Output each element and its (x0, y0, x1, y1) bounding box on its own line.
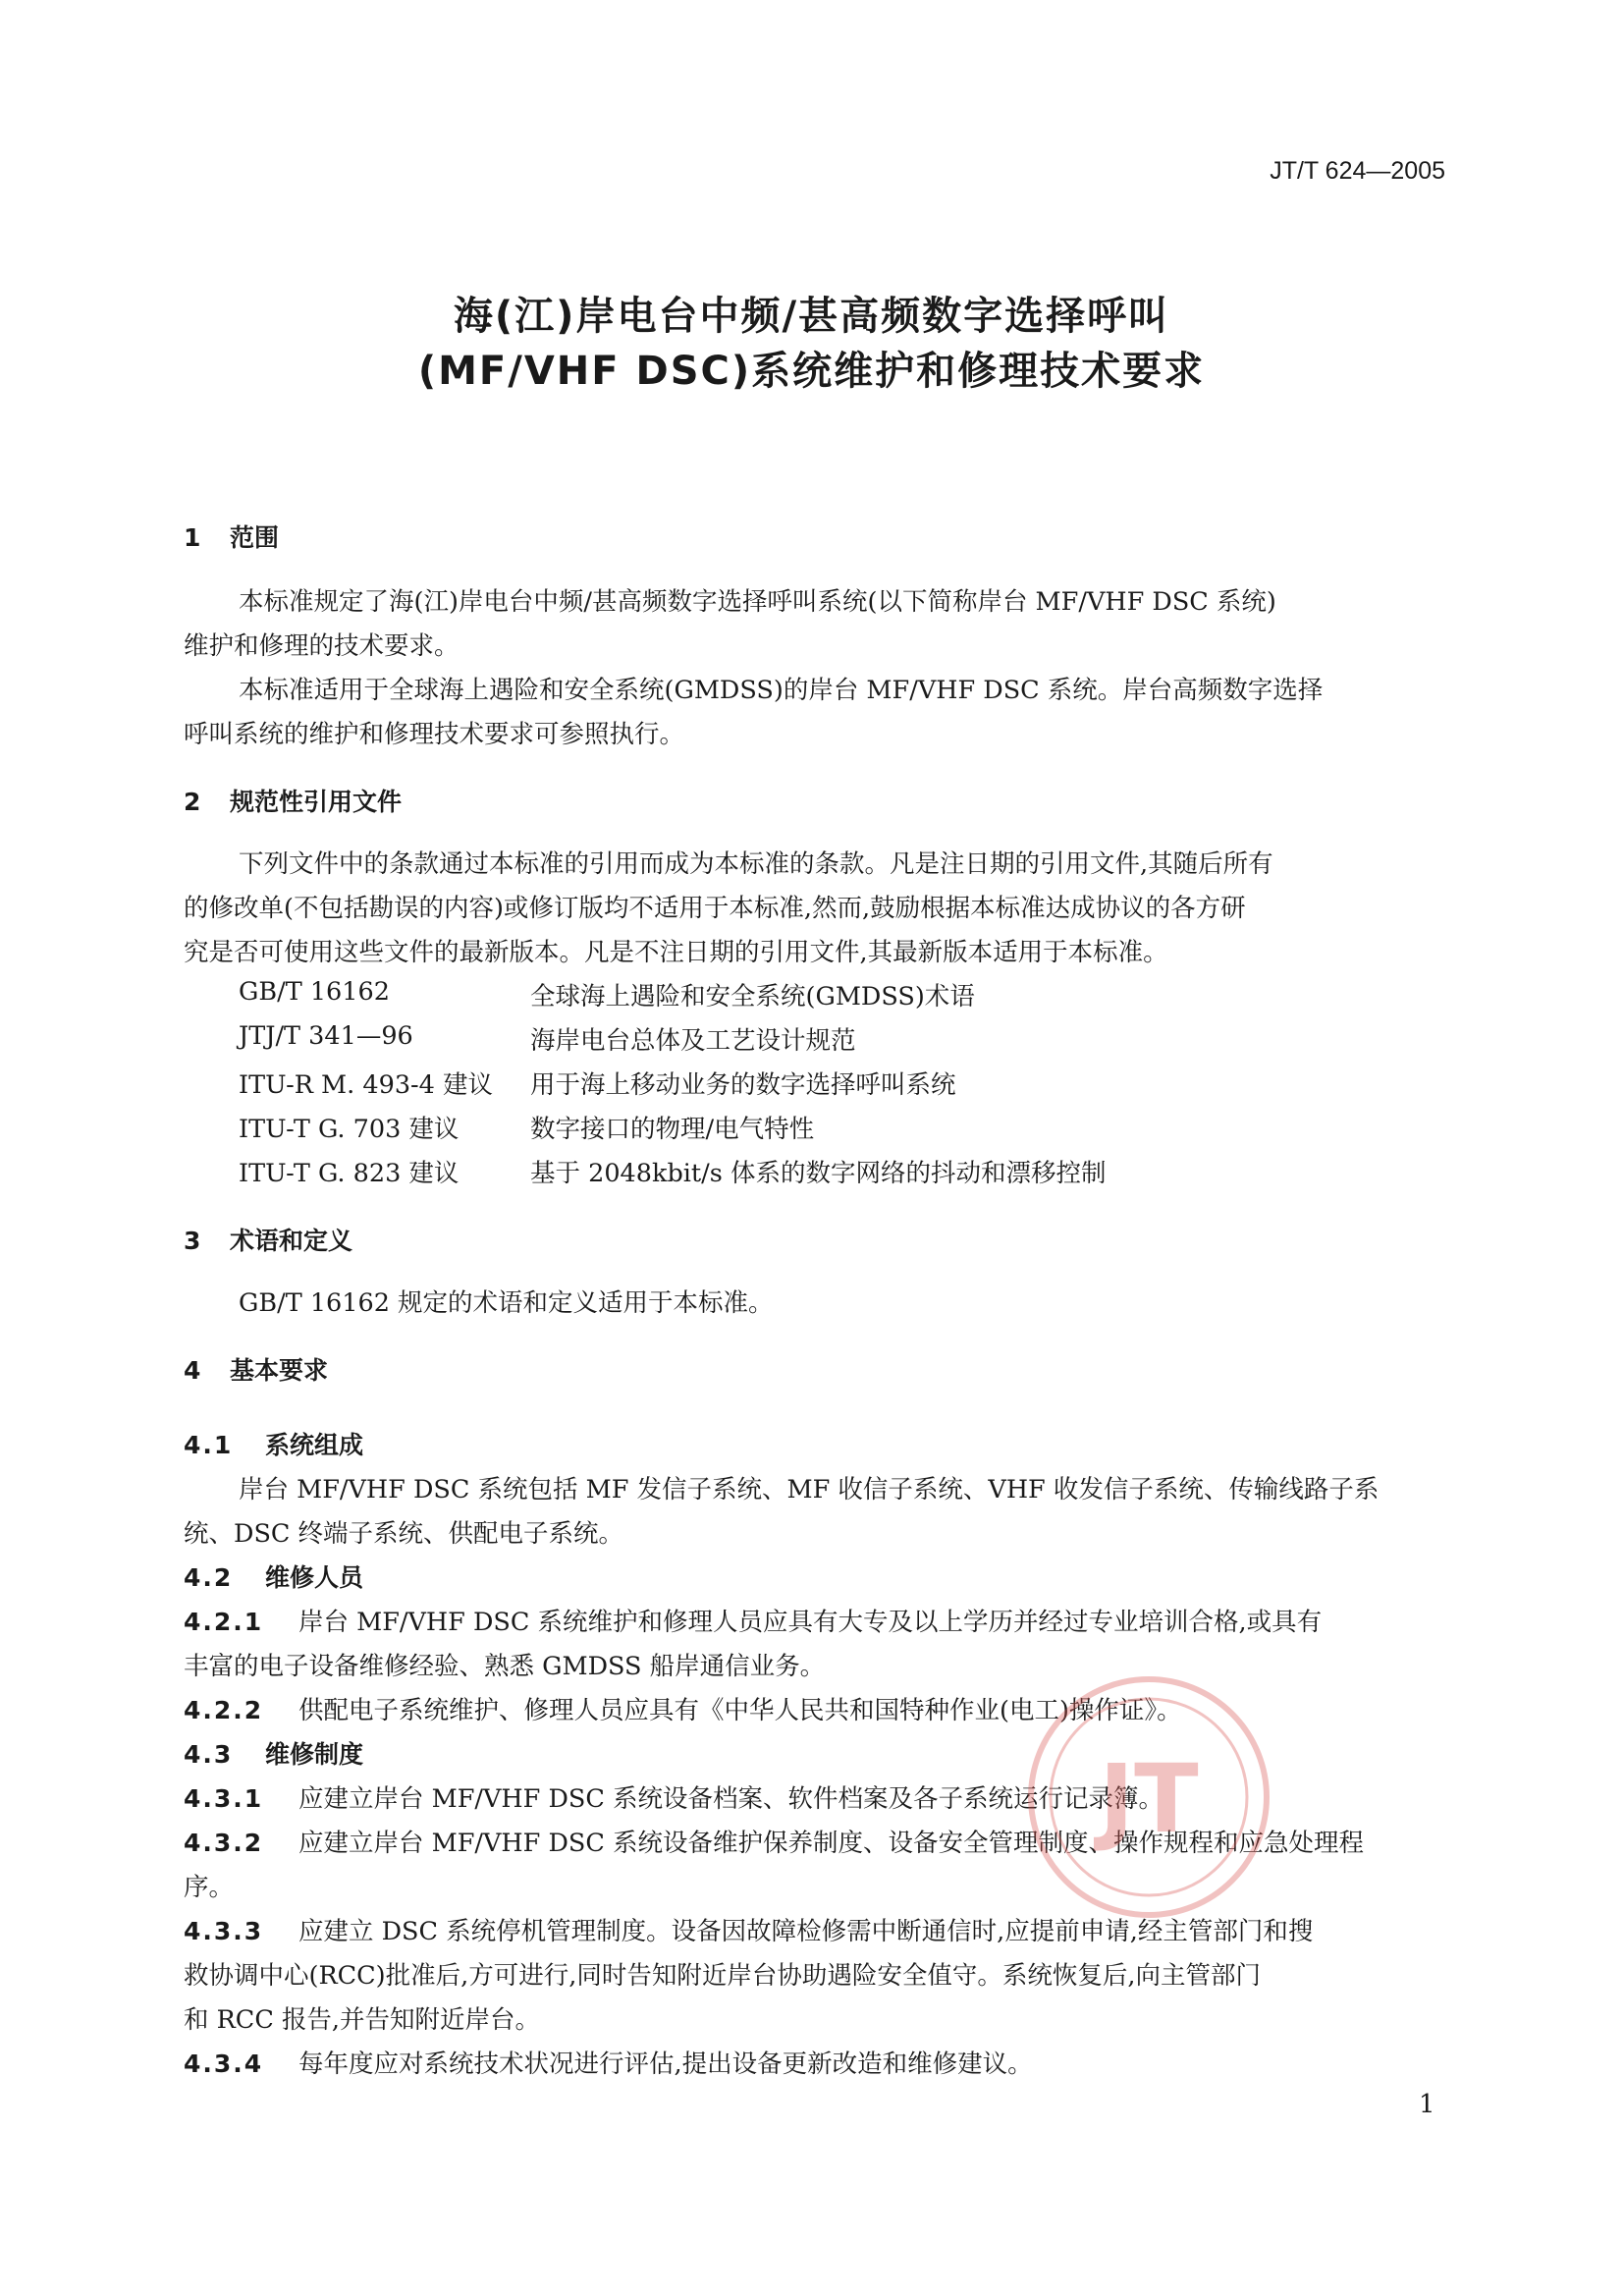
subsection-4-1-heading (184, 1426, 363, 1461)
reference-code: ITU-R M. 493-4 建议 (239, 1070, 493, 1100)
paragraph-line: GB/T 16162 规定的术语和定义适用于本标准。 (239, 1288, 774, 1318)
paragraph-line: 救协调中心(RCC)批准后,方可进行,同时告知附近岸台协助遇险安全值守。系统恢复后,向主管部门 (184, 1961, 1261, 1991)
clause-text: 应建立岸台 MF/VHF DSC 系统设备维护保养制度、设备安全管理制度、操作规程和应急处理程 (298, 1829, 1364, 1858)
clause-number: 4.3.3 (184, 1917, 264, 1945)
section-number: 2 (184, 788, 201, 816)
section-3-heading (184, 1222, 352, 1257)
reference-code: ITU-T G. 823 建议 (239, 1159, 460, 1188)
reference-code: GB/T 16162 (239, 977, 390, 1007)
reference-title: 基于 2048kbit/s 体系的数字网络的抖动和漂移控制 (530, 1159, 1107, 1188)
paragraph-line: 序。 (184, 1873, 235, 1902)
section-title: 术语和定义 (230, 1227, 353, 1255)
subsection-4-3-heading (184, 1735, 363, 1771)
paragraph-line: 本标准适用于全球海上遇险和安全系统(GMDSS)的岸台 MF/VHF DSC 系统。岸台高频数字选择 (239, 676, 1324, 705)
paragraph-line: 下列文件中的条款通过本标准的引用而成为本标准的条款。凡是注日期的引用文件,其随后所有 (239, 849, 1273, 879)
clause-text: 每年度应对系统技术状况进行评估,提出设备更新改造和维修建议。 (298, 2050, 1033, 2079)
clause-number: 4.2.2 (184, 1696, 264, 1724)
document-title-line-1: 海(江)岸电台中频/甚高频数字选择呼叫 (453, 294, 1170, 339)
clause-text: 供配电子系统维护、修理人员应具有《中华人民共和国特种作业(电工)操作证》。 (298, 1696, 1182, 1725)
paragraph-line: 呼叫系统的维护和修理技术要求可参照执行。 (184, 720, 685, 749)
clause-4-3-4 (184, 2045, 1033, 2080)
clause-4-2-1 (184, 1603, 1322, 1638)
page-number: 1 (1419, 2090, 1435, 2119)
reference-title: 海岸电台总体及工艺设计规范 (530, 1026, 856, 1056)
section-4-heading (184, 1351, 328, 1387)
section-title: 规范性引用文件 (230, 788, 403, 816)
reference-code: JTJ/T 341—96 (239, 1021, 413, 1051)
section-number: 3 (184, 1227, 201, 1255)
paragraph-line: 丰富的电子设备维修经验、熟悉 GMDSS 船岸通信业务。 (184, 1652, 826, 1681)
section-number: 4 (184, 1356, 201, 1385)
paragraph-line: 究是否可使用这些文件的最新版本。凡是不注日期的引用文件,其最新版本适用于本标准。 (184, 938, 1168, 967)
paragraph-line: 统、DSC 终端子系统、供配电子系统。 (184, 1519, 624, 1549)
paragraph-line: 的修改单(不包括勘误的内容)或修订版均不适用于本标准,然而,鼓励根据本标准达成协议的各方研 (184, 894, 1246, 923)
subsection-number: 4.1 (184, 1431, 234, 1459)
paragraph-line: 和 RCC 报告,并告知附近岸台。 (184, 2005, 541, 2035)
subsection-title: 维修人员 (265, 1563, 364, 1592)
subsection-number: 4.3 (184, 1740, 234, 1769)
reference-title: 用于海上移动业务的数字选择呼叫系统 (530, 1070, 956, 1100)
subsection-title: 维修制度 (265, 1740, 364, 1769)
clause-number: 4.2.1 (184, 1608, 264, 1636)
subsection-title: 系统组成 (265, 1431, 364, 1459)
clause-4-3-1 (184, 1779, 1163, 1815)
clause-text: 岸台 MF/VHF DSC 系统维护和修理人员应具有大专及以上学历并经过专业培训合格,或具有 (298, 1608, 1323, 1637)
seal-watermark (1021, 1669, 1276, 1925)
clause-text: 应建立岸台 MF/VHF DSC 系统设备档案、软件档案及各子系统运行记录簿。 (298, 1784, 1163, 1814)
section-title: 范围 (230, 523, 280, 552)
seal-text: JT (1099, 1744, 1199, 1854)
document-title-line-2: (MF/VHF DSC)系统维护和修理技术要求 (417, 349, 1206, 394)
clause-number: 4.3.1 (184, 1784, 264, 1813)
section-title: 基本要求 (230, 1356, 329, 1385)
standard-code: JT/T 624—2005 (1270, 157, 1445, 185)
reference-title: 数字接口的物理/电气特性 (530, 1115, 815, 1144)
paragraph-line: 本标准规定了海(江)岸电台中频/甚高频数字选择呼叫系统(以下简称岸台 MF/VHF DSC 系统) (239, 587, 1276, 617)
reference-title: 全球海上遇险和安全系统(GMDSS)术语 (530, 982, 975, 1011)
clause-number: 4.3.4 (184, 2050, 264, 2078)
reference-code: ITU-T G. 703 建议 (239, 1115, 460, 1144)
paragraph-line: 维护和修理的技术要求。 (184, 631, 460, 661)
subsection-4-2-heading (184, 1558, 363, 1594)
section-1-heading (184, 519, 279, 554)
section-number: 1 (184, 523, 201, 552)
section-2-heading (184, 783, 402, 818)
paragraph-line: 岸台 MF/VHF DSC 系统包括 MF 发信子系统、MF 收信子系统、VHF 收发信子系统、传输线路子系 (239, 1475, 1380, 1504)
subsection-number: 4.2 (184, 1563, 234, 1592)
clause-text: 应建立 DSC 系统停机管理制度。设备因故障检修需中断通信时,应提前申请,经主管部门和搜 (298, 1917, 1314, 1946)
clause-number: 4.3.2 (184, 1829, 264, 1857)
